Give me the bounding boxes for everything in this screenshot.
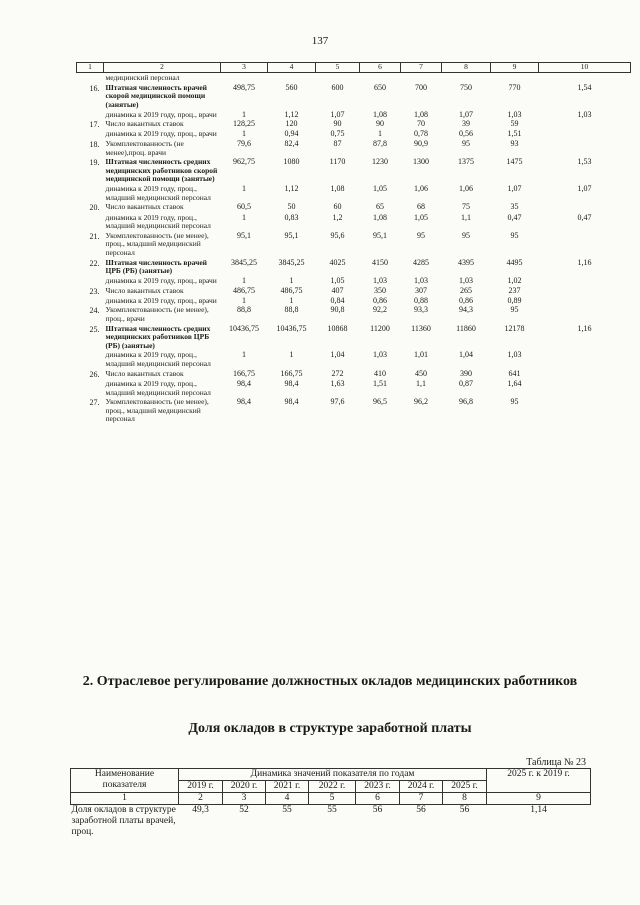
cell-value: 1,2 bbox=[332, 212, 343, 222]
row-number bbox=[77, 276, 104, 286]
year-header: 2019 г. bbox=[179, 780, 223, 792]
table-row bbox=[77, 276, 631, 286]
cell-value: 1,06 bbox=[459, 184, 473, 194]
cell-value: 1,07 bbox=[507, 184, 522, 194]
cell-value: 50 bbox=[287, 202, 296, 212]
cell-value: 56 bbox=[416, 804, 426, 815]
year-header: 2022 г. bbox=[309, 780, 356, 792]
cell-value: 1,03 bbox=[373, 275, 387, 285]
cell-value: 1,08 bbox=[373, 109, 387, 119]
cell-value: 0,47 bbox=[577, 212, 592, 222]
cell-value bbox=[539, 350, 631, 368]
cell-value: 96,2 bbox=[414, 397, 428, 407]
cell-value: 59 bbox=[510, 119, 519, 129]
cell-value: 498,75 bbox=[233, 82, 255, 92]
table-row bbox=[77, 305, 631, 323]
table-row bbox=[77, 369, 631, 379]
cell-value: 0,86 bbox=[373, 295, 387, 305]
row-number bbox=[77, 213, 104, 231]
cell-value: 1,04 bbox=[459, 350, 473, 360]
cell-value bbox=[268, 73, 316, 83]
indicator-name: Штатная численность средних медицинских работников ЦРБ (РБ) (занятые) bbox=[105, 323, 211, 350]
cell-value: 1,07 bbox=[577, 184, 592, 194]
cell-value: 4495 bbox=[506, 257, 523, 267]
table-row bbox=[77, 350, 631, 368]
cell-value: 166,75 bbox=[280, 368, 303, 378]
row-number bbox=[77, 379, 104, 397]
cell-value: 1,1 bbox=[461, 212, 471, 222]
table-row bbox=[77, 139, 631, 157]
table-row bbox=[77, 83, 631, 110]
cell-value: 1080 bbox=[283, 157, 300, 167]
row-number: 24. bbox=[89, 306, 100, 316]
cell-value: 75 bbox=[462, 202, 470, 212]
column-number: 2 bbox=[179, 792, 223, 804]
cell-value: 98,4 bbox=[284, 378, 299, 388]
cell-value: 1,63 bbox=[330, 378, 345, 388]
indicator-name: Число вакантных ставок bbox=[105, 119, 184, 129]
cell-value: 0,89 bbox=[507, 295, 522, 305]
cell-value: 1,16 bbox=[577, 323, 592, 333]
row-number: 21. bbox=[89, 231, 100, 241]
row-number bbox=[77, 296, 104, 306]
cell-value: 93,3 bbox=[414, 305, 428, 315]
row-number: 26. bbox=[89, 369, 100, 379]
column-number-header: 6 bbox=[360, 63, 401, 73]
cell-value: 390 bbox=[460, 368, 472, 378]
row-number: 18. bbox=[89, 139, 100, 149]
indicator-name: Укомплектованность (не менее), проц., младший медицинский персонал bbox=[105, 230, 209, 257]
cell-value: 1,12 bbox=[284, 109, 299, 119]
cell-value: 166,75 bbox=[233, 368, 255, 378]
table-row bbox=[77, 397, 631, 424]
cell-value: 1170 bbox=[329, 157, 346, 167]
cell-value: 60 bbox=[333, 202, 342, 212]
cell-value: 1375 bbox=[458, 157, 474, 167]
column-number-header: 4 bbox=[268, 63, 316, 73]
cell-value bbox=[491, 73, 539, 83]
cell-value: 88,8 bbox=[237, 305, 251, 315]
cell-value bbox=[360, 73, 401, 83]
cell-value: 82,4 bbox=[284, 138, 299, 148]
cell-value: 4150 bbox=[372, 257, 388, 267]
cell-value bbox=[539, 73, 631, 83]
cell-value: 55 bbox=[327, 804, 337, 815]
cell-value: 0,83 bbox=[284, 212, 299, 222]
cell-value: 95,1 bbox=[284, 230, 299, 240]
cell-value bbox=[539, 379, 631, 397]
column-number-header: 7 bbox=[401, 63, 442, 73]
indicator-name: Штатная численность врачей скорой медицинской помощи (занятые) bbox=[105, 82, 207, 109]
cell-value: 350 bbox=[374, 285, 386, 295]
salary-share-table bbox=[70, 768, 591, 838]
cell-value: 1,54 bbox=[577, 82, 592, 92]
cell-value: 95,6 bbox=[330, 230, 345, 240]
cell-value bbox=[221, 73, 268, 83]
cell-value bbox=[539, 276, 631, 286]
cell-value: 237 bbox=[508, 285, 521, 295]
cell-value: 770 bbox=[508, 82, 521, 92]
cell-value: 90,9 bbox=[414, 138, 428, 148]
cell-value: 3845,25 bbox=[231, 257, 257, 267]
cell-value: 95,1 bbox=[373, 230, 387, 240]
cell-value: 1 bbox=[289, 275, 294, 285]
row-number bbox=[77, 73, 104, 83]
cell-value: 95,1 bbox=[237, 230, 251, 240]
column-number-header: 9 bbox=[491, 63, 539, 73]
row-number: 27. bbox=[89, 398, 100, 408]
column-number: 5 bbox=[309, 792, 356, 804]
cell-value: 88,8 bbox=[284, 305, 299, 315]
cell-value: 1 bbox=[242, 350, 246, 360]
indicator-name: Штатная численность врачей ЦРБ (РБ) (занятые) bbox=[105, 257, 207, 276]
cell-value: 3845,25 bbox=[278, 257, 305, 267]
dynamics-group-header: Динамика значений показателя по годам bbox=[179, 769, 487, 781]
cell-value: 1 bbox=[289, 350, 294, 360]
cell-value: 94,3 bbox=[459, 305, 473, 315]
cell-value: 68 bbox=[417, 202, 425, 212]
cell-value: 90 bbox=[333, 119, 342, 129]
table-header-row bbox=[77, 63, 631, 73]
cell-value: 1,03 bbox=[507, 109, 522, 119]
cell-value: 95 bbox=[462, 230, 470, 240]
cell-value bbox=[539, 139, 631, 157]
indicator-name: динамика к 2019 году, проц., младший медицинский персонал bbox=[105, 184, 211, 202]
cell-value: 65 bbox=[376, 202, 384, 212]
indicator-name: динамика к 2019 году, проц., врачи bbox=[105, 129, 217, 139]
cell-value: 79,6 bbox=[237, 138, 251, 148]
cell-value: 450 bbox=[415, 368, 427, 378]
table-row bbox=[77, 379, 631, 397]
cell-value: 0,47 bbox=[507, 212, 522, 222]
cell-value: 486,75 bbox=[280, 285, 303, 295]
cell-value: 1,02 bbox=[507, 275, 522, 285]
cell-value: 11360 bbox=[411, 323, 431, 333]
cell-value: 70 bbox=[417, 119, 425, 129]
cell-value: 98,4 bbox=[237, 397, 251, 407]
cell-value bbox=[539, 119, 631, 129]
staffing-table bbox=[76, 62, 631, 424]
cell-value: 98,4 bbox=[237, 378, 251, 388]
cell-value bbox=[539, 129, 631, 139]
ratio-column-header: 2025 г. к 2019 г. bbox=[487, 769, 591, 793]
cell-value: 10436,75 bbox=[229, 323, 259, 333]
cell-value: 90,8 bbox=[330, 305, 345, 315]
table-row bbox=[77, 286, 631, 296]
cell-value bbox=[539, 397, 631, 424]
cell-value: 1,07 bbox=[459, 109, 473, 119]
indicator-name: Число вакантных ставок bbox=[105, 368, 184, 378]
column-number: 3 bbox=[223, 792, 266, 804]
cell-value: 11200 bbox=[370, 323, 390, 333]
cell-value: 265 bbox=[460, 285, 472, 295]
cell-value: 4025 bbox=[329, 257, 346, 267]
table-row bbox=[77, 110, 631, 120]
indicator-name: Укомплектованность (не менее), проц., младший медицинский персонал bbox=[105, 397, 209, 424]
row-number bbox=[77, 184, 104, 202]
indicator-name: медицинский персонал bbox=[105, 73, 180, 82]
cell-value: 1 bbox=[242, 275, 246, 285]
section-title: 2. Отраслевое регулирование должностных окладов медицинских работников bbox=[82, 674, 578, 689]
cell-value: 641 bbox=[508, 368, 521, 378]
indicator-name: Число вакантных ставок bbox=[105, 285, 184, 295]
cell-value: 1,03 bbox=[507, 350, 522, 360]
page-number: 137 bbox=[311, 35, 329, 47]
year-header: 2023 г. bbox=[356, 780, 400, 792]
indicator-name: динамика к 2019 году, проц., врачи bbox=[105, 109, 217, 119]
cell-value bbox=[539, 369, 631, 379]
cell-value: 1,16 bbox=[577, 257, 592, 267]
table-row bbox=[77, 202, 631, 212]
ratio-value: 1,14 bbox=[530, 804, 547, 815]
cell-value: 750 bbox=[460, 82, 472, 92]
cell-value: 1,05 bbox=[373, 184, 387, 194]
table-row bbox=[77, 184, 631, 202]
cell-value: 1 bbox=[378, 129, 382, 139]
table-caption: Таблица № 23 bbox=[526, 757, 586, 768]
indicator-name: Штатная численность средних медицинских работников скорой медицинской помощи (занятые) bbox=[105, 157, 218, 184]
cell-value: 1,64 bbox=[507, 378, 522, 388]
column-number: 9 bbox=[487, 792, 591, 804]
cell-value: 307 bbox=[415, 285, 427, 295]
subsection-title: Доля окладов в структуре заработной платы bbox=[188, 721, 472, 736]
cell-value bbox=[539, 296, 631, 306]
cell-value: 407 bbox=[331, 285, 344, 295]
table-row bbox=[77, 231, 631, 258]
cell-value: 92,2 bbox=[373, 305, 387, 315]
cell-value: 1,1 bbox=[416, 378, 426, 388]
indicator-name: Укомплектованность (не менее),проц. врачи bbox=[105, 138, 184, 157]
table-row bbox=[77, 296, 631, 306]
cell-value: 97,6 bbox=[330, 397, 345, 407]
cell-value: 650 bbox=[374, 82, 386, 92]
row-number bbox=[77, 110, 104, 120]
cell-value: 120 bbox=[285, 119, 298, 129]
row-number: 17. bbox=[89, 120, 100, 130]
cell-value: 12178 bbox=[504, 323, 525, 333]
row-number bbox=[77, 350, 104, 368]
indicator-name: Доля окладов в структуре заработной платы врачей, проц. bbox=[71, 804, 176, 837]
cell-value: 0,84 bbox=[330, 295, 345, 305]
year-header: 2025 г. bbox=[443, 780, 487, 792]
column-number: 4 bbox=[266, 792, 309, 804]
cell-value: 95 bbox=[417, 230, 425, 240]
cell-value: 1,06 bbox=[414, 184, 428, 194]
cell-value: 56 bbox=[459, 804, 470, 815]
cell-value: 1230 bbox=[372, 157, 388, 167]
cell-value: 10868 bbox=[327, 323, 348, 333]
cell-value: 962,75 bbox=[233, 157, 255, 167]
table-row bbox=[77, 129, 631, 139]
row-number: 22. bbox=[89, 258, 100, 268]
column-number-header: 5 bbox=[316, 63, 360, 73]
cell-value: 1,08 bbox=[373, 212, 387, 222]
column-number: 7 bbox=[400, 792, 443, 804]
cell-value: 95 bbox=[462, 138, 470, 148]
cell-value: 128,25 bbox=[233, 119, 255, 129]
column-number: 1 bbox=[71, 792, 179, 804]
cell-value bbox=[401, 73, 442, 83]
name-column-header: Наименование показателя bbox=[71, 769, 179, 793]
cell-value: 1,51 bbox=[507, 129, 522, 139]
cell-value: 1300 bbox=[413, 157, 429, 167]
row-number bbox=[77, 129, 104, 139]
cell-value: 1,08 bbox=[414, 109, 428, 119]
cell-value: 35 bbox=[510, 202, 519, 212]
cell-value: 560 bbox=[285, 82, 298, 92]
cell-value: 1 bbox=[242, 212, 246, 222]
cell-value: 1,04 bbox=[330, 350, 345, 360]
cell-value: 1,12 bbox=[284, 184, 299, 194]
cell-value: 95 bbox=[510, 397, 519, 407]
column-number-header: 1 bbox=[77, 63, 104, 73]
row-number: 20. bbox=[89, 203, 100, 213]
cell-value bbox=[442, 73, 491, 83]
row-number: 23. bbox=[89, 286, 100, 296]
cell-value: 0,78 bbox=[414, 129, 428, 139]
table-row bbox=[77, 258, 631, 276]
cell-value: 95 bbox=[510, 305, 519, 315]
row-number: 19. bbox=[89, 158, 100, 168]
indicator-name: динамика к 2019 году, проц., врачи bbox=[105, 295, 217, 305]
table-row bbox=[77, 157, 631, 184]
row-number: 25. bbox=[89, 324, 100, 334]
cell-value: 0,87 bbox=[459, 378, 473, 388]
column-number: 6 bbox=[356, 792, 400, 804]
cell-value: 0,86 bbox=[459, 295, 473, 305]
cell-value: 1,03 bbox=[414, 275, 428, 285]
indicator-name: динамика к 2019 году, проц., младший медицинский персонал bbox=[105, 378, 211, 397]
cell-value: 96,8 bbox=[459, 397, 473, 407]
cell-value: 1,05 bbox=[414, 212, 428, 222]
indicator-name: динамика к 2019 году, проц., младший медицинский персонал bbox=[105, 350, 211, 369]
cell-value: 0,75 bbox=[330, 129, 345, 139]
cell-value: 1,03 bbox=[577, 109, 592, 119]
cell-value: 95 bbox=[510, 230, 519, 240]
cell-value: 0,94 bbox=[284, 129, 299, 139]
column-number-header: 3 bbox=[221, 63, 268, 73]
cell-value: 39 bbox=[462, 119, 470, 129]
cell-value: 93 bbox=[510, 138, 519, 148]
cell-value: 1 bbox=[242, 295, 246, 305]
cell-value: 56 bbox=[372, 804, 383, 815]
cell-value bbox=[539, 231, 631, 258]
cell-value: 11860 bbox=[456, 323, 476, 333]
cell-value: 1475 bbox=[506, 157, 523, 167]
cell-value bbox=[539, 305, 631, 323]
cell-value: 90 bbox=[376, 119, 384, 129]
cell-value: 1,03 bbox=[459, 275, 473, 285]
indicator-name: Число вакантных ставок bbox=[105, 202, 184, 212]
cell-value: 1,07 bbox=[330, 109, 345, 119]
cell-value: 4395 bbox=[458, 257, 474, 267]
cell-value: 272 bbox=[331, 368, 344, 378]
table-row bbox=[77, 324, 631, 351]
cell-value: 410 bbox=[374, 368, 386, 378]
cell-value: 98,4 bbox=[284, 397, 299, 407]
cell-value: 700 bbox=[415, 82, 427, 92]
table-row bbox=[77, 119, 631, 129]
cell-value: 52 bbox=[239, 804, 249, 815]
year-header: 2024 г. bbox=[400, 780, 443, 792]
year-header: 2021 г. bbox=[266, 780, 309, 792]
cell-value: 87,8 bbox=[373, 138, 387, 148]
indicator-name: динамика к 2019 году, проц., младший медицинский персонал bbox=[105, 212, 211, 231]
cell-value: 96,5 bbox=[373, 397, 387, 407]
cell-value: 60,5 bbox=[237, 202, 251, 212]
cell-value: 10436,75 bbox=[276, 323, 307, 333]
cell-value bbox=[539, 286, 631, 296]
cell-value: 1,05 bbox=[330, 275, 345, 285]
cell-value: 1 bbox=[242, 109, 246, 119]
column-number: 8 bbox=[443, 792, 487, 804]
cell-value bbox=[539, 202, 631, 212]
cell-value: 1 bbox=[289, 295, 294, 305]
table-row bbox=[77, 73, 631, 83]
indicator-name: Укомплектованность (не менее), проц., врачи bbox=[105, 305, 209, 323]
column-number-header: 2 bbox=[104, 63, 221, 73]
cell-value: 1 bbox=[242, 184, 246, 194]
cell-value: 49,3 bbox=[192, 804, 209, 815]
cell-value: 1,01 bbox=[414, 350, 428, 360]
cell-value: 1,51 bbox=[373, 378, 387, 388]
column-number-header: 8 bbox=[442, 63, 491, 73]
cell-value: 1 bbox=[242, 129, 246, 139]
row-number: 16. bbox=[89, 83, 100, 93]
cell-value: 1,53 bbox=[577, 157, 592, 167]
cell-value: 486,75 bbox=[233, 285, 255, 295]
cell-value: 600 bbox=[331, 82, 344, 92]
year-header: 2020 г. bbox=[223, 780, 266, 792]
cell-value bbox=[316, 73, 360, 83]
cell-value: 87 bbox=[333, 138, 342, 148]
cell-value: 4285 bbox=[413, 257, 429, 267]
column-number-header: 10 bbox=[539, 63, 631, 73]
indicator-name: динамика к 2019 году, проц., врачи bbox=[105, 275, 217, 285]
cell-value: 1,03 bbox=[373, 350, 387, 360]
cell-value: 1,08 bbox=[330, 184, 345, 194]
table-row bbox=[77, 213, 631, 231]
cell-value: 0,56 bbox=[459, 129, 473, 139]
cell-value: 55 bbox=[282, 804, 292, 815]
cell-value: 0,88 bbox=[414, 295, 428, 305]
